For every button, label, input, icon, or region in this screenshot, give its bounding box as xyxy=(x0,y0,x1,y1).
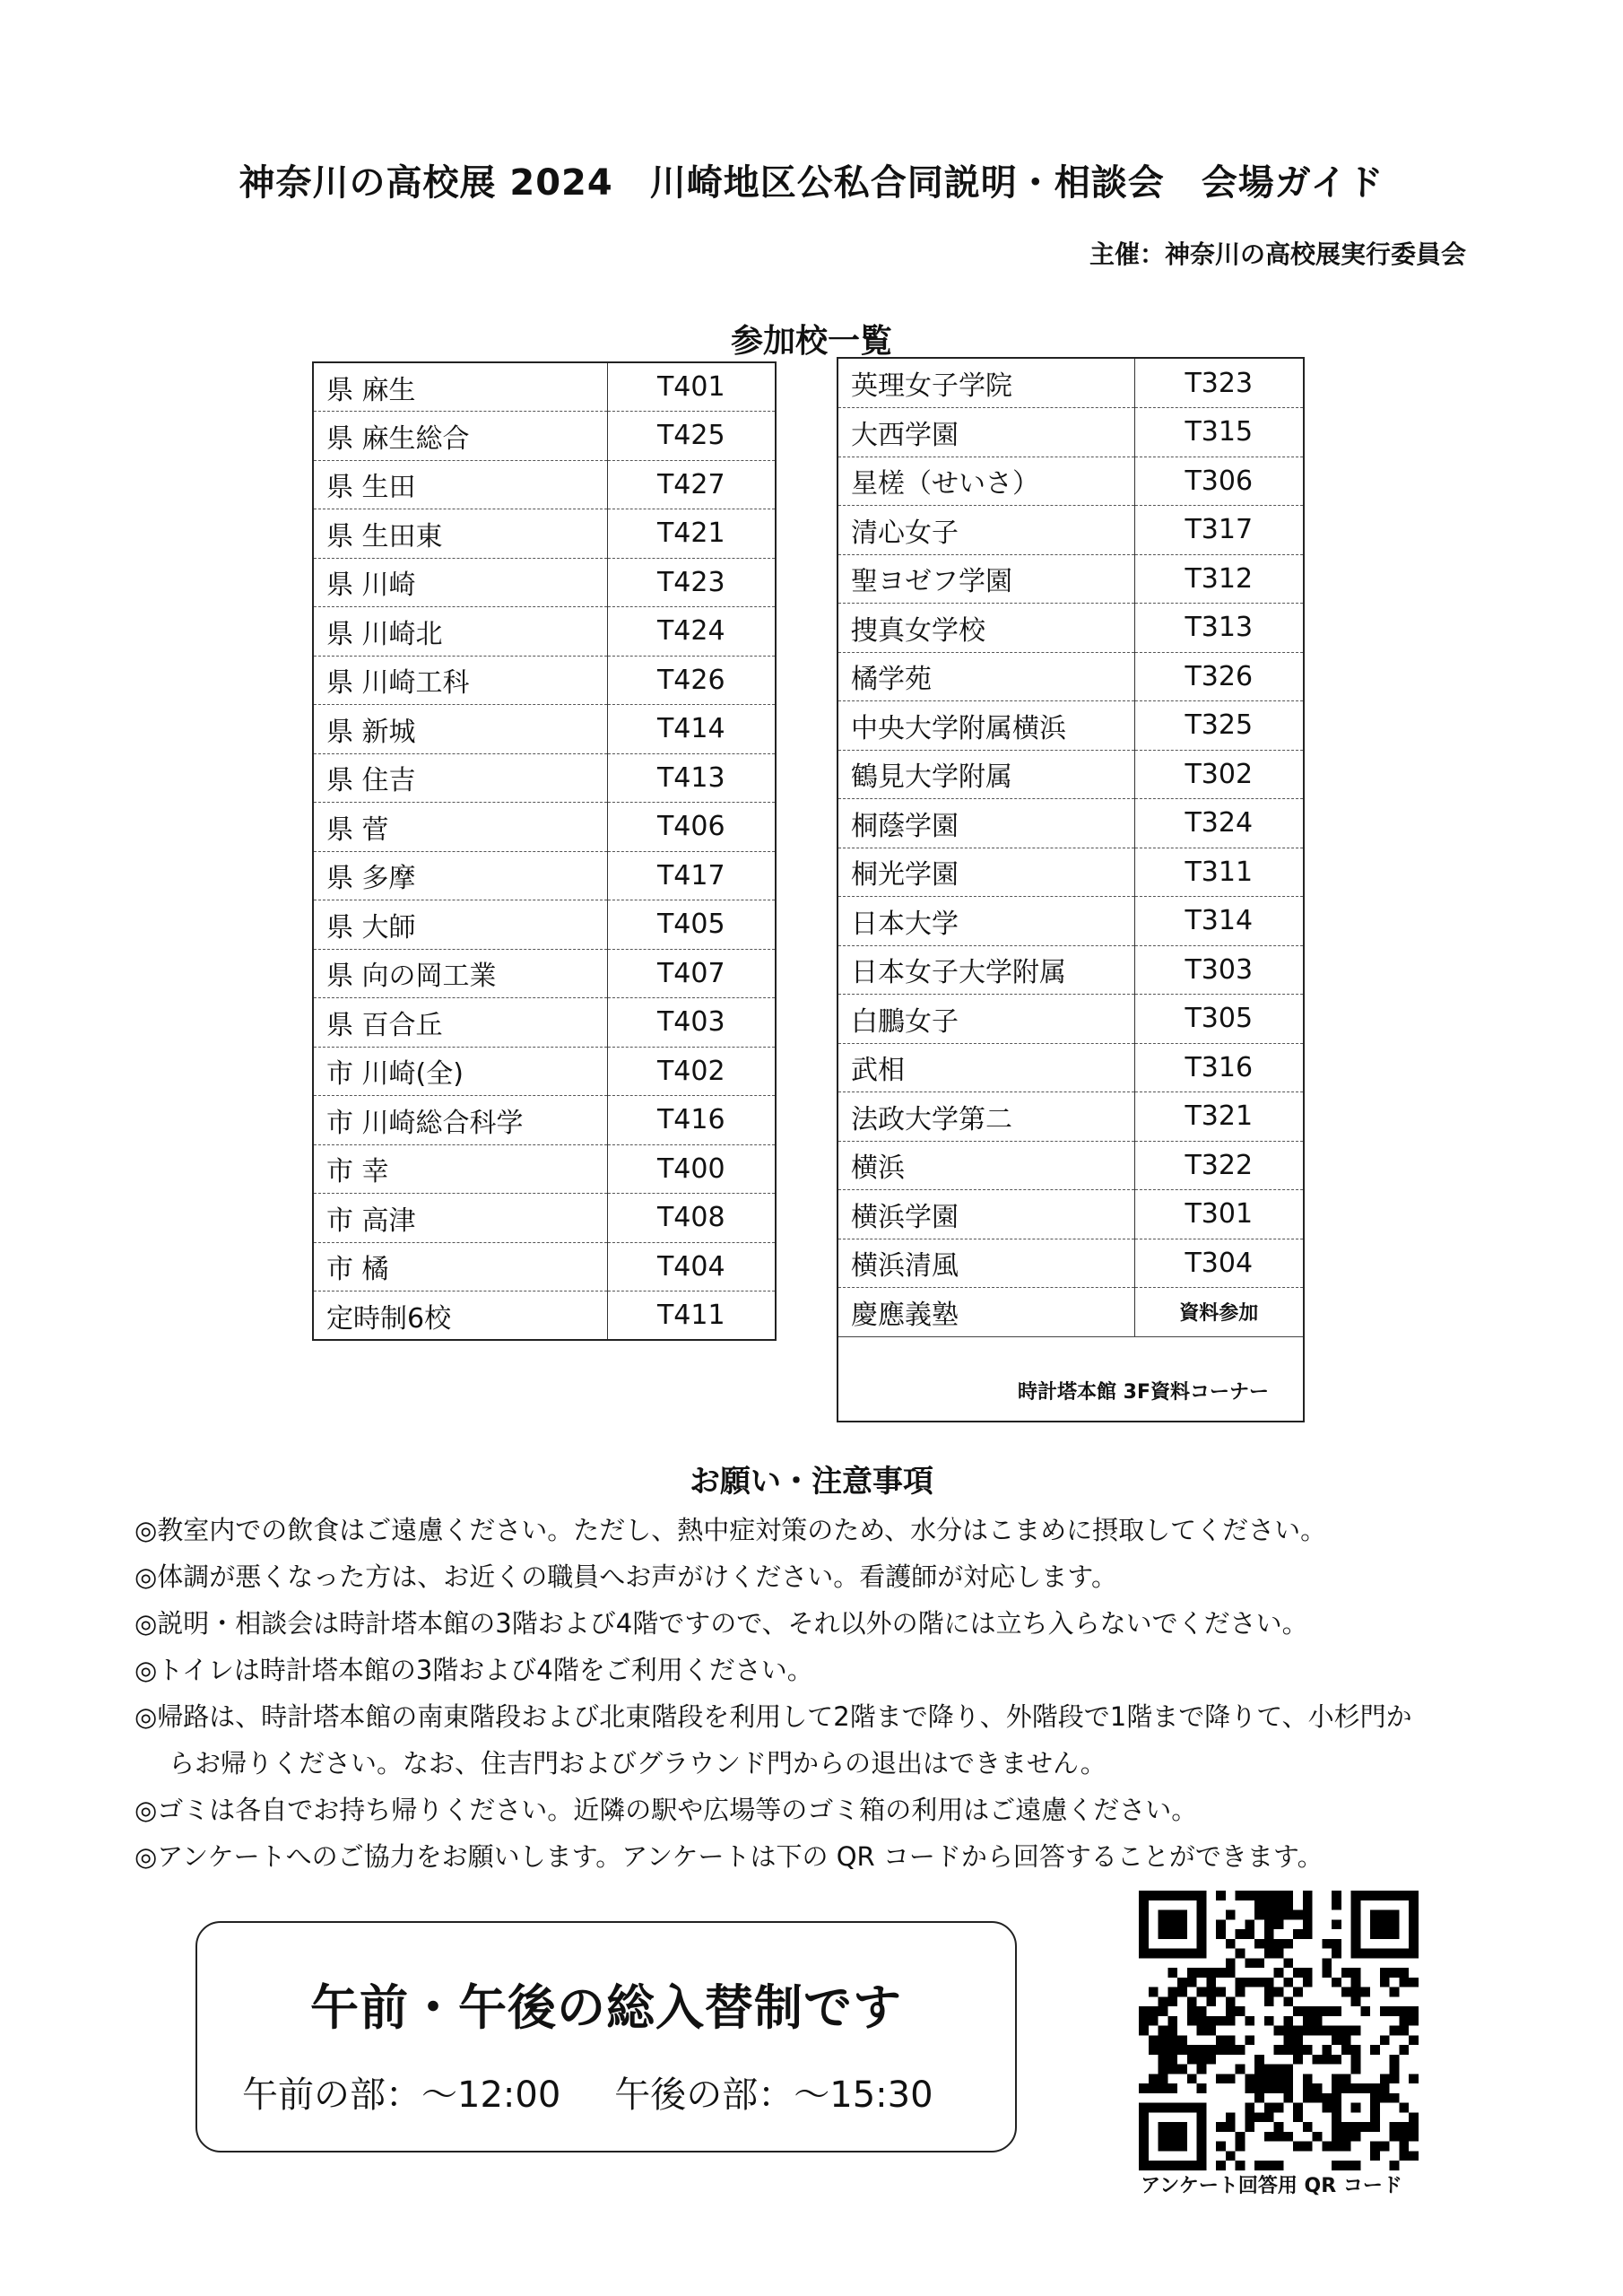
school-row xyxy=(313,705,776,754)
school-name: 聖ヨゼフ学園 xyxy=(838,554,1134,604)
room-code: T407 xyxy=(607,949,776,998)
school-name: 橘学苑 xyxy=(838,652,1134,701)
school-row xyxy=(313,949,776,998)
school-row xyxy=(313,607,776,657)
page-title: 神奈川の高校展 2024 川崎地区公私合同説明・相談会 会場ガイド xyxy=(239,162,1384,204)
room-code: T421 xyxy=(607,509,776,559)
public-school-table xyxy=(312,361,777,1341)
school-name: 捜真女学校 xyxy=(838,604,1134,653)
school-row xyxy=(838,995,1303,1044)
organizer-text: 主催：神奈川の高校展実行委員会 xyxy=(1089,239,1466,269)
room-code: T302 xyxy=(1134,750,1303,799)
school-row xyxy=(838,897,1303,946)
school-name: 星槎（せいさ） xyxy=(838,457,1134,506)
school-name: 白鵬女子 xyxy=(838,995,1134,1044)
school-row xyxy=(838,1239,1303,1288)
note-item: ◎ゴミは各自でお持ち帰りください。近隣の駅や広場等のゴミ箱の利用はご遠慮ください。 xyxy=(135,1795,1198,1825)
room-code: T408 xyxy=(607,1194,776,1243)
room-code: T313 xyxy=(1134,604,1303,653)
room-code: T403 xyxy=(607,998,776,1048)
school-row xyxy=(838,359,1303,408)
school-name: 日本大学 xyxy=(838,897,1134,946)
school-row xyxy=(313,1194,776,1243)
school-name: 定時制6校 xyxy=(313,1292,607,1341)
school-name: 慶應義塾 xyxy=(838,1288,1134,1337)
school-row xyxy=(313,412,776,461)
school-row xyxy=(313,1047,776,1096)
school-name: 市 高津 xyxy=(313,1194,607,1243)
room-code: T326 xyxy=(1134,652,1303,701)
school-row xyxy=(313,1242,776,1292)
room-code: T311 xyxy=(1134,848,1303,897)
school-name: 県 新城 xyxy=(313,705,607,754)
school-row xyxy=(838,1288,1303,1337)
school-row xyxy=(838,554,1303,604)
room-code: T425 xyxy=(607,412,776,461)
room-code: T321 xyxy=(1134,1092,1303,1142)
note-item: ◎体調が悪くなった方は、お近くの職員へお声がけください。看護師が対応します。 xyxy=(135,1561,1117,1592)
school-name: 県 生田 xyxy=(313,460,607,509)
morning-session-time: 午前の部：～12:00 xyxy=(242,2074,561,2116)
room-code: T404 xyxy=(607,1242,776,1292)
room-code: T406 xyxy=(607,803,776,852)
qr-caption: アンケート回答用 QR コード xyxy=(1141,2175,1402,2197)
school-name: 県 川崎北 xyxy=(313,607,607,657)
school-row xyxy=(313,1144,776,1194)
room-code: T323 xyxy=(1134,359,1303,408)
school-row xyxy=(313,509,776,559)
room-code: T400 xyxy=(607,1144,776,1194)
school-name: 武相 xyxy=(838,1043,1134,1092)
room-code: T413 xyxy=(607,753,776,803)
room-code: T317 xyxy=(1134,506,1303,555)
school-name: 法政大学第二 xyxy=(838,1092,1134,1142)
room-code: T303 xyxy=(1134,945,1303,995)
school-row xyxy=(838,701,1303,751)
room-code: T417 xyxy=(607,851,776,900)
school-name: 県 大師 xyxy=(313,900,607,950)
room-code: T401 xyxy=(607,362,776,412)
notes-heading: お願い・注意事項 xyxy=(690,1464,933,1500)
school-name: 桐光学園 xyxy=(838,848,1134,897)
school-list-heading: 参加校一覧 xyxy=(730,323,892,360)
school-name: 桐蔭学園 xyxy=(838,799,1134,848)
school-row xyxy=(838,652,1303,701)
note-item: ◎帰路は、時計塔本館の南東階段および北東階段を利用して2階まで降り、外階段で1階まで降りて、小杉門か xyxy=(135,1701,1412,1732)
room-code: T405 xyxy=(607,900,776,950)
school-name: 県 麻生 xyxy=(313,362,607,412)
school-name: 県 生田東 xyxy=(313,509,607,559)
school-name: 日本女子大学附属 xyxy=(838,945,1134,995)
school-row xyxy=(313,460,776,509)
school-name: 中央大学附属横浜 xyxy=(838,701,1134,751)
school-name: 市 幸 xyxy=(313,1144,607,1194)
room-code: T305 xyxy=(1134,995,1303,1044)
school-row xyxy=(838,1190,1303,1239)
school-row xyxy=(313,1292,776,1341)
notes-list xyxy=(135,1507,1515,1880)
school-name: 県 住吉 xyxy=(313,753,607,803)
school-row xyxy=(313,851,776,900)
school-row xyxy=(838,945,1303,995)
school-name: 県 多摩 xyxy=(313,851,607,900)
school-row xyxy=(838,799,1303,848)
note-item: ◎説明・相談会は時計塔本館の3階および4階ですので、それ以外の階には立ち入らないでください。 xyxy=(135,1608,1308,1639)
school-row xyxy=(313,998,776,1048)
school-name: 県 菅 xyxy=(313,803,607,852)
school-row xyxy=(838,506,1303,555)
room-code: T314 xyxy=(1134,897,1303,946)
room-code: T427 xyxy=(607,460,776,509)
room-code: T402 xyxy=(607,1047,776,1096)
schedule-notice-box xyxy=(195,1921,1017,2152)
room-code: T306 xyxy=(1134,457,1303,506)
room-code: T301 xyxy=(1134,1190,1303,1239)
room-code: T424 xyxy=(607,607,776,657)
school-name: 大西学園 xyxy=(838,408,1134,457)
school-name: 横浜学園 xyxy=(838,1190,1134,1239)
school-name: 清心女子 xyxy=(838,506,1134,555)
room-code: T416 xyxy=(607,1096,776,1145)
school-row xyxy=(313,1096,776,1145)
school-name: 県 川崎工科 xyxy=(313,656,607,705)
room-code: T426 xyxy=(607,656,776,705)
room-code: T414 xyxy=(607,705,776,754)
school-row xyxy=(838,750,1303,799)
school-row xyxy=(838,408,1303,457)
school-name: 英理女子学院 xyxy=(838,359,1134,408)
room-code: 資料参加 xyxy=(1134,1288,1303,1337)
room-code: T322 xyxy=(1134,1141,1303,1190)
note-item: ◎教室内での飲食はご遠慮ください。ただし、熱中症対策のため、水分はこまめに摂取してください。 xyxy=(135,1515,1327,1545)
materials-corner-note: 時計塔本館 3F資料コーナー xyxy=(1018,1381,1269,1404)
survey-qr-code-icon[interactable] xyxy=(1139,1891,1419,2170)
school-row xyxy=(313,362,776,412)
school-name: 県 川崎 xyxy=(313,558,607,607)
school-name: 市 川崎総合科学 xyxy=(313,1096,607,1145)
school-row xyxy=(313,753,776,803)
school-row xyxy=(838,457,1303,506)
school-name: 県 向の岡工業 xyxy=(313,949,607,998)
school-name: 県 麻生総合 xyxy=(313,412,607,461)
school-row xyxy=(838,1141,1303,1190)
school-row xyxy=(838,848,1303,897)
room-code: T411 xyxy=(607,1292,776,1341)
schedule-notice-title: 午前・午後の総入替制です xyxy=(310,1979,902,2036)
room-code: T423 xyxy=(607,558,776,607)
school-name: 鶴見大学附属 xyxy=(838,750,1134,799)
school-name: 横浜 xyxy=(838,1141,1134,1190)
school-row xyxy=(838,1092,1303,1142)
afternoon-session-time: 午後の部：～15:30 xyxy=(614,2074,933,2116)
school-row xyxy=(838,1043,1303,1092)
school-name: 横浜清風 xyxy=(838,1239,1134,1288)
school-row xyxy=(838,604,1303,653)
school-row xyxy=(313,656,776,705)
private-school-table xyxy=(838,359,1303,1337)
room-code: T304 xyxy=(1134,1239,1303,1288)
school-row xyxy=(313,558,776,607)
school-row xyxy=(313,803,776,852)
note-item: ◎アンケートへのご協力をお願いします。アンケートは下の QR コードから回答することができます。 xyxy=(135,1841,1324,1872)
room-code: T316 xyxy=(1134,1043,1303,1092)
school-row xyxy=(313,900,776,950)
school-name: 県 百合丘 xyxy=(313,998,607,1048)
room-code: T325 xyxy=(1134,701,1303,751)
note-item-continuation: らお帰りください。なお、住吉門およびグラウンド門からの退出はできません。 xyxy=(169,1748,1107,1779)
note-item: ◎トイレは時計塔本館の3階および4階をご利用ください。 xyxy=(135,1655,813,1685)
room-code: T315 xyxy=(1134,408,1303,457)
school-name: 市 橘 xyxy=(313,1242,607,1292)
school-name: 市 川崎(全) xyxy=(313,1047,607,1096)
schedule-times xyxy=(242,2066,933,2118)
room-code: T324 xyxy=(1134,799,1303,848)
room-code: T312 xyxy=(1134,554,1303,604)
